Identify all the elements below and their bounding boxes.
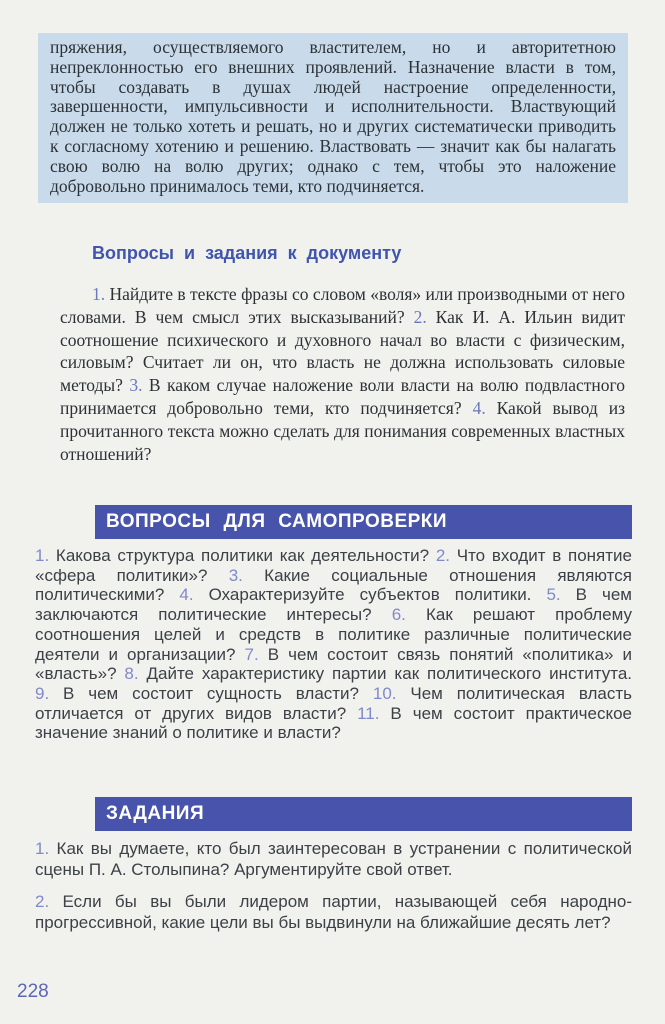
item-number: 1. [35,839,50,858]
item-number: 4. [179,585,194,605]
item-text: Если бы вы были лидером партии, называющей себя народно-прогрессивной, какие цели вы бы выдвинули на ближайшие десять лет? [35,892,632,932]
item-number: 1. [35,546,50,565]
tasks-banner: ЗАДАНИЯ [95,797,632,831]
document-questions-heading: Вопросы и задания к документу [92,243,402,263]
page-number: 228 [17,981,49,1002]
item-number: 2. [413,306,427,327]
item-text: Как И. А. Ильин видит соотношение психического и духовного начал во власти с физическим, силовым? Считает ли он, что власть не должна использовать силовые методы? [60,306,625,396]
document-excerpt-text: пряжения, осуществляемого властителем, но и авторитетною непреклонностью его внешних проявлений. Назначение власти в том, чтобы создавать в душах людей настроение определенности, завершенности, импульсивности и исполнительности. Властвующий должен не только хотеть и решать, но и других систематически приводить к согласному хотению и решению. Властвовать — значит как бы налагать свою волю на волю других; однако с тем, чтобы это наложение добровольно принималось теми, кто подчиняется. [50,37,616,196]
item-text: Какие социальные отношения являются политическими? [35,565,632,605]
item-text: В чем состоит практическое значение знаний о политике и власти? [35,703,632,743]
item-number: 1. [92,284,106,304]
item-number: 5. [546,585,561,605]
item-number: 8. [124,664,139,684]
item-number: 4. [472,397,486,418]
item-number: 3. [129,375,143,396]
document-excerpt-highlight [38,33,628,203]
item-number: 2. [435,546,450,565]
item-text: Охарактеризуйте субъектов политики. [193,585,547,605]
item-number: 6. [391,605,406,625]
item-text: Как вы думаете, кто был заинтересован в устранении с политической сцены П. А. Столыпина? Аргументируйте свой ответ. [35,839,632,879]
tasks-list [35,838,632,944]
item-number: 2. [35,892,50,911]
item-number: 10. [372,683,397,703]
item-text: В чем заключаются политические интересы? [35,585,632,625]
list-item [35,838,632,880]
item-text: Какой вывод из прочитанного текста можно сделать для понимания современных властных отношений? [60,397,626,464]
item-text: В каком случае наложение воли власти на волю подвластного принимается добровольно теми, кто подчиняется? [60,375,625,418]
item-number: 3. [228,565,243,585]
item-text: Дайте характеристику партии как политического института. [138,664,632,684]
item-number: 11. [357,703,380,723]
item-text: Чем политическая власть отличается от других видов власти? [35,683,632,723]
self-check-questions-list [35,546,632,743]
item-text: Что входит в понятие «сфера политики»? [35,546,632,585]
self-check-banner: ВОПРОСЫ ДЛЯ САМОПРОВЕРКИ [95,505,632,539]
document-questions-list [60,283,625,465]
item-text: В чем состоит связь понятий «политика» и «власть»? [35,644,633,684]
item-text: Какова структура политики как деятельности? [49,546,436,565]
item-number: 7. [244,644,259,664]
item-text: Как решают проблему соотношения целей и средств в политике различные политические деятели и организации? [35,605,632,664]
item-text: В чем состоит сущность власти? [49,683,373,703]
list-item [35,891,632,933]
item-number: 9. [35,683,50,703]
item-text: Найдите в тексте фразы со словом «воля» или производными от него словами. В чем смысл этих высказываний? [60,284,625,327]
